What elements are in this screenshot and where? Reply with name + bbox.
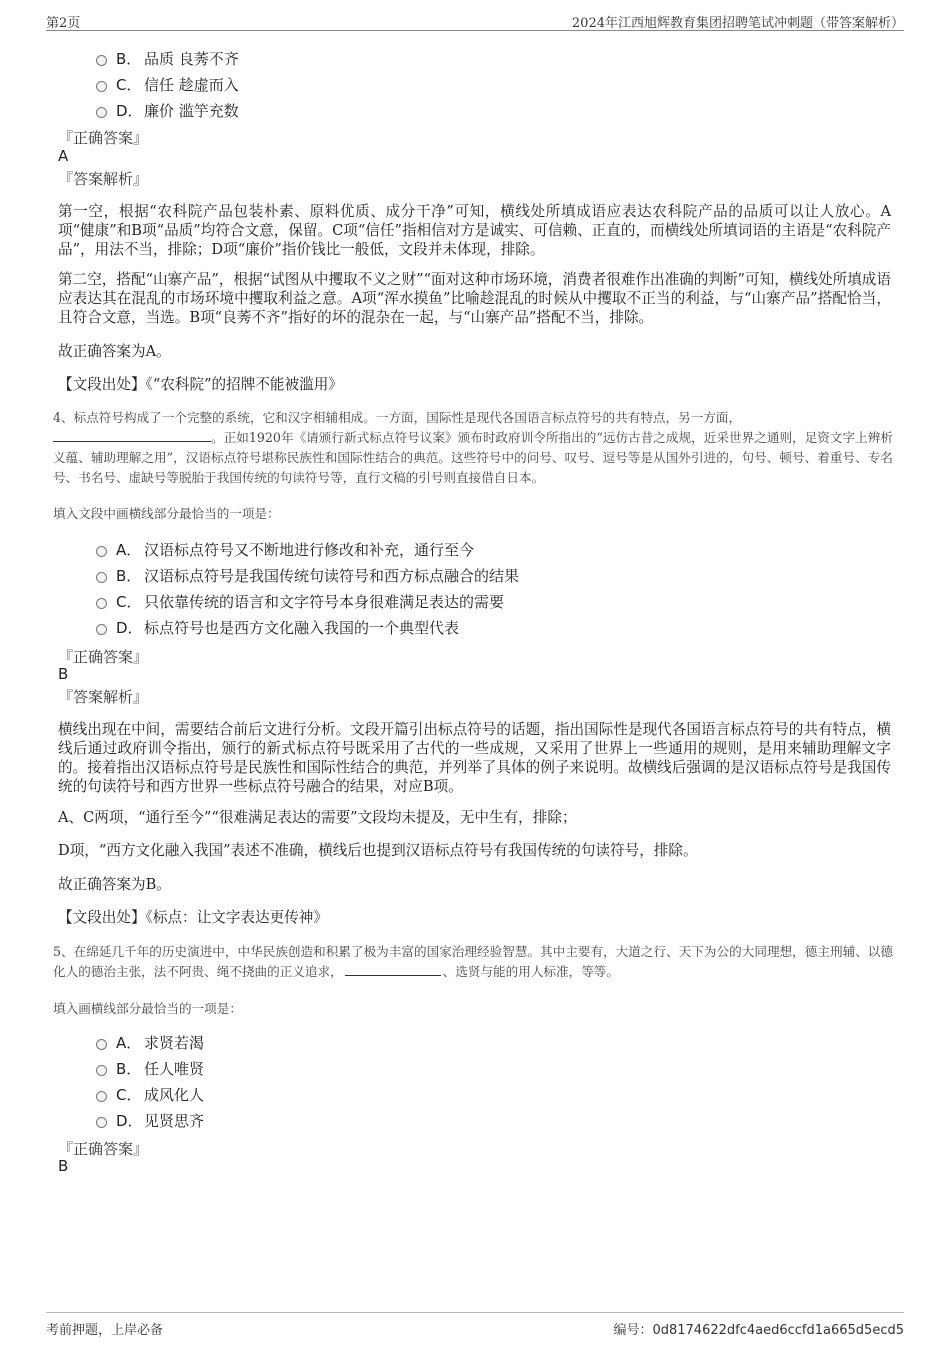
option-text: 见贤思齐 [144,1112,205,1130]
radio-icon[interactable] [96,1039,107,1050]
radio-icon[interactable] [96,598,107,609]
q5-answer-label: 『正确答案』 [58,1140,149,1158]
radio-icon[interactable] [96,1065,107,1076]
q5-stem-part2: 、选贤与能的用人标准，等等。 [442,964,619,979]
code-value: 0d8174622dfc4aed6ccfd1a665d5ecd5 [652,1323,904,1338]
answer-blank [53,428,211,442]
page-number: 第2页 [46,16,81,31]
option-letter: C． [116,76,142,94]
q5-option-b[interactable] [96,1058,204,1079]
q4-stem-part1: 4、标点符号构成了一个完整的系统，它和汉字相辅相成。一方面，国际性是现代各国语言标点符号的共有特点，另一方面， [53,410,742,425]
option-text: 汉语标点符号又不断地进行修改和补充，通行至今 [144,541,475,559]
q3-option-d[interactable] [96,100,239,121]
document-code [613,1319,904,1338]
q5-option-a[interactable] [96,1032,204,1053]
q5-option-d[interactable] [96,1110,204,1131]
option-text: 信任 趁虚而入 [144,76,239,94]
option-letter: B． [116,567,142,585]
option-letter: A． [116,1034,142,1052]
option-text: 求贤若渴 [144,1034,205,1052]
q4-option-a[interactable] [96,539,474,560]
option-text: 成风化人 [144,1086,205,1104]
q4-stem-part2: 。正如1920年《请颁行新式标点符号议案》颁布时政府训令所指出的“远仿古昔之成规，近采世界之通则，足资文字上辨析义蕴、辅助理解之用”，汉语标点符号堪称民族性和国际性结合的典范。这些符号中的问号、叹号、逗号等是从国外引进的，句号、顿号、着重号、专名号、书名号、虚缺号等脱胎于我国传统的句读符号等，直行文稿的引号则直接借自日本。 [53,430,893,485]
q3-analysis-paragraph: 第一空，根据“农科院产品包装朴素、原料优质、成分干净”可知，横线处所填成语应表达农科院产品的品质可以让人放心。A项“健康”和B项“品质”均符合文意，保留。C项“信任”指相信对方是诚实、可信赖、正直的，而横线处所填词语的主语是“农科院产品”，用法不当，排除；D项“廉价”指价钱比一般低，文段并未体现，排除。 [58,203,891,258]
radio-icon[interactable] [96,1117,107,1128]
q4-analysis-paragraph: D项，“西方文化融入我国”表述不准确，横线后也提到汉语标点符号有我国传统的句读符号，排除。 [58,842,698,859]
q4-option-c[interactable] [96,591,504,612]
q3-option-c[interactable] [96,74,239,95]
q4-analysis-conclusion: 故正确答案为B。 [58,876,171,893]
option-text: 标点符号也是西方文化融入我国的一个典型代表 [144,619,460,637]
option-letter: B． [116,50,142,68]
q5-option-c[interactable] [96,1084,204,1105]
radio-icon[interactable] [96,624,107,635]
q4-analysis-paragraph: 横线出现在中间，需要结合前后文进行分析。文段开篇引出标点符号的话题，指出国际性是现代各国语言标点符号的共有特点，横线后通过政府训令指出，颁行的新式标点符号既采用了古代的一些成规，又采用了世界上一些通用的规则，是用来辅助理解文字的。接着指出汉语标点符号是民族性和国际性结合的典范，并列举了具体的例子来说明。故横线后强调的是汉语标点符号是我国传统的句读符号和西方世界一些标点符号融合的结果，对应B项。 [58,721,891,795]
page-footer [46,1312,904,1337]
q4-analysis-paragraph: A、C两项，“通行至今”“很难满足表达的需要”文段均未提及，无中生有，排除； [58,809,577,826]
option-letter: B． [116,1060,142,1078]
option-letter: C． [116,593,142,611]
radio-icon[interactable] [96,107,107,118]
q3-answer-label: 『正确答案』 [58,129,149,147]
q4-analysis-label: 『答案解析』 [58,688,149,706]
q4-stem [53,408,893,488]
q4-option-b[interactable] [96,565,519,586]
q3-analysis-label: 『答案解析』 [58,170,149,188]
option-letter: D． [116,1112,143,1130]
option-letter: A． [116,541,142,559]
q4-answer-label: 『正确答案』 [58,648,149,666]
radio-icon[interactable] [96,1091,107,1102]
q3-answer: A [58,147,69,165]
q3-source: 【文段出处】《“农科院”的招牌不能被滥用》 [58,376,343,393]
radio-icon[interactable] [96,81,107,92]
q4-instruction: 填入文段中画横线部分最恰当的一项是： [53,506,280,521]
option-letter: D． [116,619,143,637]
option-text: 品质 良莠不齐 [144,50,239,68]
q3-analysis-paragraph: 第二空，搭配“山寨产品”，根据“试图从中攫取不义之财”“面对这种市场环境，消费者很难作出准确的判断”可知，横线处所填成语应表达其在混乱的市场环境中攫取利益之意。A项“浑水摸鱼”比喻趁混乱的时候从中攫取不正当的利益，与“山寨产品”搭配恰当，且符合文意，当选。B项“良莠不齐”指好的坏的混杂在一起，与“山寨产品”搭配不当，排除。 [58,271,891,326]
q5-answer: B [58,1157,69,1175]
option-text: 汉语标点符号是我国传统句读符号和西方标点融合的结果 [144,567,520,585]
q4-answer: B [58,665,69,683]
code-label: 编号： [613,1323,653,1338]
option-letter: D． [116,102,143,120]
radio-icon[interactable] [96,55,107,66]
option-letter: C． [116,1086,142,1104]
document-title: 2024年江西旭辉教育集团招聘笔试冲刺题（带答案解析） [571,16,904,31]
q5-stem [53,942,893,982]
option-text: 任人唯贤 [144,1060,205,1078]
radio-icon[interactable] [96,546,107,557]
footer-slogan: 考前押题，上岸必备 [46,1323,164,1338]
q4-option-d[interactable] [96,617,459,638]
q4-source: 【文段出处】《标点：让文字表达更传神》 [58,909,328,926]
page-header [46,10,904,31]
q5-instruction: 填入画横线部分最恰当的一项是： [53,1001,242,1016]
q5-stem-part1: 5、在绵延几千年的历史演进中，中华民族创造和积累了极为丰富的国家治理经验智慧。其中主要有，大道之行、天下为公的大同理想，德主刑辅、以德化人的德治主张，法不阿贵、绳不挠曲的正义追求， [53,944,893,979]
radio-icon[interactable] [96,572,107,583]
option-text: 只依靠传统的语言和文字符号本身很难满足表达的需要 [144,593,505,611]
q3-analysis-conclusion: 故正确答案为A。 [58,343,171,360]
option-text: 廉价 滥竽充数 [144,102,239,120]
answer-blank [345,962,441,976]
q3-option-b[interactable] [96,48,239,69]
